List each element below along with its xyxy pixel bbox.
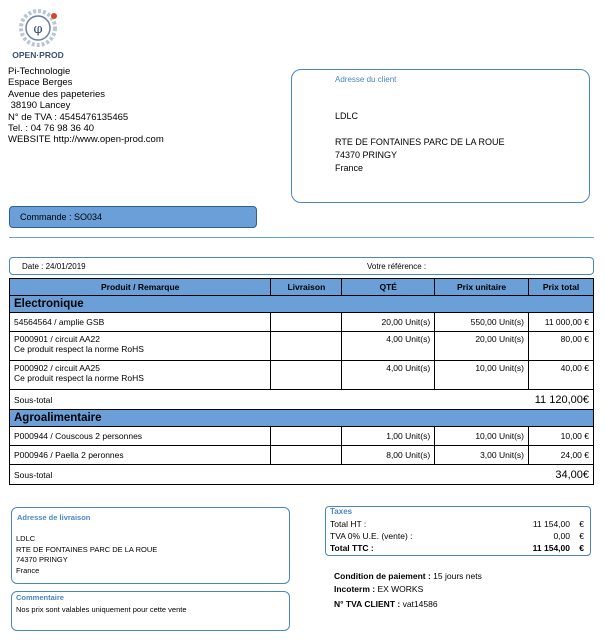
client-vat-value: vat14586 bbox=[400, 599, 438, 609]
tax-label: Total HT : bbox=[330, 519, 367, 529]
company-line: 38190 Lancey bbox=[8, 100, 71, 112]
quantity-cell: 1,00 Unit(s) bbox=[342, 427, 435, 446]
client-address-line: RTE DE FONTAINES PARC DE LA ROUE bbox=[335, 137, 505, 147]
date-reference-bar bbox=[9, 257, 594, 275]
order-date: Date : 24/01/2019 bbox=[22, 262, 86, 271]
unit-price-cell: 3,00 Unit(s) bbox=[435, 446, 529, 465]
product-name: P000901 / circuit AA22 bbox=[14, 334, 101, 344]
company-line: Espace Berges bbox=[8, 77, 73, 89]
column-header-unit-price: Prix unitaire bbox=[435, 279, 529, 296]
shipping-address-line: LDLC bbox=[16, 534, 36, 543]
client-name: LDLC bbox=[335, 111, 359, 121]
delivery-cell bbox=[271, 427, 342, 446]
shipping-address-line: 74370 PRINGY bbox=[16, 555, 68, 564]
customer-reference: Votre référence : bbox=[367, 262, 427, 271]
subtotal-row bbox=[10, 465, 594, 485]
quantity-cell: 4,00 Unit(s) bbox=[342, 361, 435, 390]
company-line: WEBSITE http://www.open-prod.com bbox=[8, 134, 164, 146]
total-price-cell: 10,00 € bbox=[529, 427, 594, 446]
tax-value: 0,00 bbox=[553, 531, 570, 541]
subtotal-row bbox=[10, 390, 594, 410]
subtotal-label: Sous-total bbox=[10, 390, 529, 410]
company-line: Tel. : 04 76 98 36 40 bbox=[8, 123, 95, 135]
column-header-quantity: QTÉ bbox=[342, 279, 435, 296]
tax-currency: € bbox=[579, 543, 584, 553]
tax-label: TVA 0% U.E. (vente) : bbox=[330, 531, 413, 541]
table-row bbox=[10, 361, 594, 390]
company-line: N° de TVA : 4545476135465 bbox=[8, 111, 129, 123]
taxes-title: Taxes bbox=[330, 507, 353, 516]
table-header-row bbox=[10, 279, 594, 296]
payment-terms-label: Condition de paiement : bbox=[334, 571, 431, 581]
column-header-total-price: Prix total bbox=[529, 279, 594, 296]
quantity-cell: 20,00 Unit(s) bbox=[342, 313, 435, 332]
company-info bbox=[8, 66, 164, 146]
subtotal-value: 11 120,00€ bbox=[529, 390, 594, 410]
client-vat bbox=[334, 599, 438, 609]
payment-terms-value: 15 jours nets bbox=[430, 571, 482, 581]
product-name: P000902 / circuit AA25 bbox=[14, 363, 101, 373]
tax-row-total-ttc bbox=[330, 543, 584, 554]
client-vat-label: N° TVA CLIENT : bbox=[334, 599, 401, 609]
client-address bbox=[335, 136, 505, 175]
tax-row-total-ht bbox=[330, 519, 584, 530]
category-name: Electronique bbox=[10, 296, 594, 313]
product-name: 54564564 / amplie GSB bbox=[14, 317, 105, 327]
unit-price-cell: 10,00 Unit(s) bbox=[435, 427, 529, 446]
quantity-cell: 4,00 Unit(s) bbox=[342, 332, 435, 361]
payment-terms bbox=[334, 571, 482, 581]
table-row bbox=[10, 332, 594, 361]
table-row bbox=[10, 446, 594, 465]
tax-label: Total TTC : bbox=[330, 543, 374, 553]
shipping-address bbox=[16, 534, 157, 576]
total-price-cell: 40,00 € bbox=[529, 361, 594, 390]
delivery-cell bbox=[271, 332, 342, 361]
company-logo bbox=[8, 6, 68, 64]
incoterm bbox=[334, 584, 423, 594]
product-name: P000946 / Paella 2 peronnes bbox=[14, 450, 124, 460]
logo-text: OPEN·PROD bbox=[12, 50, 64, 60]
column-header-delivery: Livraison bbox=[271, 279, 342, 296]
total-price-cell: 11 000,00 € bbox=[529, 313, 594, 332]
delivery-cell bbox=[271, 446, 342, 465]
tax-value: 11 154,00 bbox=[532, 543, 570, 553]
client-address-title: Adresse du client bbox=[335, 75, 397, 84]
table-row bbox=[10, 313, 594, 332]
unit-price-cell: 20,00 Unit(s) bbox=[435, 332, 529, 361]
product-name: P000944 / Couscous 2 personnes bbox=[14, 431, 143, 441]
order-lines-table bbox=[9, 278, 594, 485]
comment-text: Nos prix sont valables uniquement pour cette vente bbox=[16, 605, 187, 614]
subtotal-label: Sous-total bbox=[10, 465, 529, 485]
tax-value: 11 154,00 bbox=[532, 519, 570, 529]
divider bbox=[9, 237, 594, 238]
shipping-address-title: Adresse de livraison bbox=[17, 513, 91, 522]
product-remark: Ce produit respect la norme RoHS bbox=[14, 373, 144, 383]
comment-title: Commentaire bbox=[16, 593, 64, 602]
company-line: Pi-Technologie bbox=[8, 66, 71, 77]
svg-text:φ: φ bbox=[33, 22, 43, 37]
column-header-product: Produit / Remarque bbox=[10, 279, 271, 296]
subtotal-value: 34,00€ bbox=[529, 465, 594, 485]
tax-currency: € bbox=[579, 519, 584, 529]
incoterm-value: EX WORKS bbox=[375, 584, 424, 594]
delivery-cell bbox=[271, 313, 342, 332]
table-row bbox=[10, 427, 594, 446]
tax-row-vat bbox=[330, 531, 584, 542]
unit-price-cell: 10,00 Unit(s) bbox=[435, 361, 529, 390]
total-price-cell: 24,00 € bbox=[529, 446, 594, 465]
order-number: Commande : SO034 bbox=[9, 206, 257, 228]
shipping-address-line: RTE DE FONTAINES PARC DE LA ROUE bbox=[16, 544, 158, 554]
unit-price-cell: 550,00 Unit(s) bbox=[435, 313, 529, 332]
total-price-cell: 80,00 € bbox=[529, 332, 594, 361]
company-line: Avenue des papeteries bbox=[8, 88, 106, 100]
tax-currency: € bbox=[579, 531, 584, 541]
client-address-line: France bbox=[335, 163, 364, 173]
client-address-line: 74370 PRINGY bbox=[335, 150, 398, 160]
shipping-address-line: France bbox=[16, 565, 40, 575]
quantity-cell: 8,00 Unit(s) bbox=[342, 446, 435, 465]
delivery-cell bbox=[271, 361, 342, 390]
category-name: Agroalimentaire bbox=[10, 410, 594, 427]
category-row bbox=[10, 296, 594, 313]
product-remark: Ce produit respect la norme RoHS bbox=[14, 344, 144, 354]
category-row bbox=[10, 410, 594, 427]
incoterm-label: Incoterm : bbox=[334, 584, 376, 594]
